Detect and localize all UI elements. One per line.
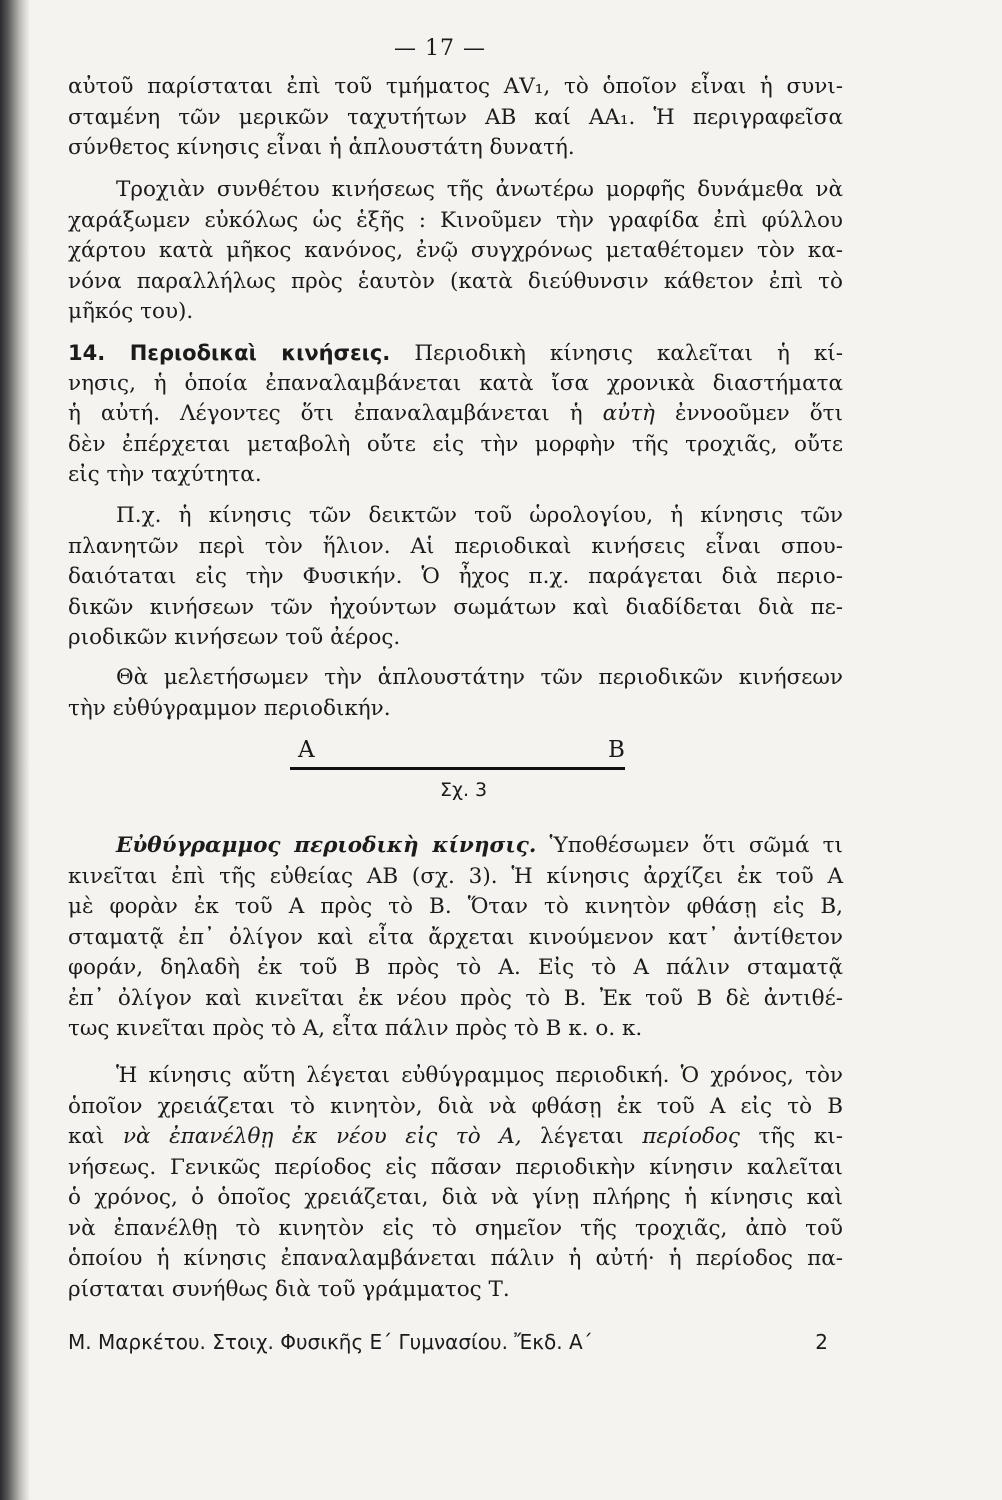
page-binding-edge: [0, 0, 30, 1500]
text-line: [68, 1122, 843, 1153]
text-line: αὐτοῦ παρίσταται ἐπὶ τοῦ τμήματος ΑV₁, τὸ ὁποῖον εἶναι ἡ συνι-: [68, 74, 843, 99]
text-line: [68, 399, 843, 430]
figure-3: [290, 737, 625, 807]
text-line: ὁ χρόνος, ὁ ὁποῖος χρειάζεται, διὰ νὰ γίνῃ πλήρης ἡ κίνησις καὶ: [68, 1185, 843, 1210]
text-line: ἐπ᾽ ὀλίγον καὶ κινεῖται ἐκ νέου πρὸς τὸ Β. Ἐκ τοῦ Β δὲ ἀντιθέ-: [68, 985, 843, 1011]
text-line: χαράξωμεν εὐκόλως ὡς ἑξῆς : Κινοῦμεν τὴν γραφίδα ἐπὶ φύλλου: [68, 207, 843, 233]
emphasis-text: αὐτὴ: [602, 401, 655, 426]
text-line: νησις, ἡ ὁποία ἐπαναλαμβάνεται κατὰ ἴσα χρονικὰ διαστήματα: [68, 370, 843, 396]
figure-segment-ab: [290, 767, 625, 770]
text-line: [68, 831, 843, 862]
page-footer: [68, 1330, 828, 1354]
text-line: σταματᾷ ἐπ᾽ ὀλίγον καὶ εἶτα ἄρχεται κινούμενον κατ᾽ ἀντίθετον: [68, 924, 843, 950]
text-fragment: Ὑποθέσωμεν ὅτι σῶμά τι: [549, 833, 843, 858]
text-fragment: καὶ: [68, 1124, 105, 1149]
figure-caption: Σχ. 3: [440, 779, 488, 801]
text-fragment: ἐννοοῦμεν ὅτι: [674, 401, 843, 426]
text-line: δικῶν κινήσεων τῶν ἠχούντων σωμάτων καὶ διαδίδεται διὰ πε-: [68, 594, 843, 620]
section-14-paragraph: [68, 338, 843, 491]
text-line: νήσεως. Γενικῶς περίοδος εἰς πᾶσαν περιοδικὴν κίνησιν καλεῖται: [68, 1154, 843, 1180]
section-14-heading: 14. Περιοδικαὶ κινήσεις.: [68, 341, 391, 365]
text-line: σταμένη τῶν μερικῶν ταχυτήτων ΑΒ καί ΑΑ₁. Ἡ περιγραφεῖσα: [68, 104, 843, 130]
figure-label-a: Α: [298, 737, 315, 763]
text-line: χάρτου κατὰ μῆκος κανόνος, ἐνῷ συγχρόνως μεταθέτομεν τὸν κα-: [68, 238, 843, 263]
text-line: κινεῖται ἐπὶ τῆς εὐθείας ΑΒ (σχ. 3). Ἡ κίνησις ἀρχίζει ἐκ τοῦ Α: [68, 863, 843, 889]
linear-motion-paragraph: [68, 831, 843, 1045]
text-line: φοράν, δηλαδὴ ἐκ τοῦ Β πρὸς τὸ Α. Εἰς τὸ Α πάλιν σταματᾷ: [68, 955, 843, 980]
text-line: Π.χ. ἡ κίνησις τῶν δεικτῶν τοῦ ὡρολογίου, ἡ κίνησις τῶν: [116, 503, 843, 528]
period-paragraph: [68, 1061, 843, 1305]
text-line: εἰς τὴν ταχύτητα.: [68, 462, 262, 487]
page-number: — 17 —: [394, 36, 486, 61]
linear-motion-heading: Εὐθύγραμμος περιοδικὴ κίνησις.: [116, 833, 537, 858]
text-line: ὁποῖον χρειάζεται τὸ κινητὸν, διὰ νὰ φθάσῃ ἐκ τοῦ Α εἰς τὸ Β: [68, 1093, 843, 1119]
text-line: μὲ φορὰν ἐκ τοῦ Α πρὸς τὸ Β. Ὅταν τὸ κινητὸν φθάσῃ εἰς Β,: [68, 894, 843, 919]
text-line: ὁποίου ἡ κίνησις ἐπαναλαμβάνεται πάλιν ἡ αὐτή· ἡ περίοδος πα-: [68, 1246, 843, 1271]
emphasis-text: νὰ ἐπανέλθῃ ἐκ νέου εἰς τὸ Α,: [122, 1124, 522, 1149]
text-line: σύνθετος κίνησις εἶναι ἡ ἁπλουστάτη δυνατή.: [68, 135, 575, 160]
section-14-first-line: Περιοδικὴ κίνησις καλεῖται ἡ κί-: [414, 341, 843, 366]
text-fragment: ἡ αὐτή. Λέγοντες ὅτι ἐπαναλαμβάνεται ἡ: [68, 401, 583, 426]
text-line: Τροχιὰν συνθέτου κινήσεως τῆς ἀνωτέρω μορφῆς δυνάμεθα νὰ: [116, 177, 843, 202]
footer-source: Μ. Μαρκέτου. Στοιχ. Φυσικῆς Ε΄ Γυμνασίου. Ἔκδ. Α΄: [68, 1330, 593, 1354]
text-line: νὰ ἐπανέλθῃ τὸ κινητὸν εἰς τὸ σημεῖον τῆς τροχιᾶς, ἀπὸ τοῦ: [68, 1215, 843, 1241]
footer-signature: 2: [815, 1330, 828, 1354]
text-line: ριοδικῶν κινήσεων τοῦ ἀέρος.: [68, 625, 401, 650]
text-line: τὴν εὐθύγραμμον περιοδικήν.: [68, 695, 391, 721]
text-line: νόνα παραλλήλως πρὸς ἑαυτὸν (κατὰ διεύθυνσιν κάθετον ἐπὶ τὸ: [68, 268, 843, 294]
text-line: ρίσταται συνήθως διὰ τοῦ γράμματος Τ.: [68, 1276, 510, 1302]
top-paragraph: [68, 72, 843, 164]
text-line: τως κινεῖται πρὸς τὸ Α, εἶτα πάλιν πρὸς τὸ Β κ. ο. κ.: [68, 1016, 643, 1041]
text-line: [68, 338, 843, 369]
emphasis-text: περίοδος: [642, 1124, 740, 1149]
figure-label-b: Β: [608, 737, 625, 763]
trajectory-paragraph: [68, 175, 843, 328]
text-line: Ἡ κίνησις αὕτη λέγεται εὐθύγραμμος περιοδική. Ὁ χρόνος, τὸν: [116, 1063, 843, 1088]
text-line: δαιότaται εἰς τὴν Φυσικήν. Ὁ ἦχος π.χ. παράγεται διὰ περιο-: [68, 564, 843, 589]
study-paragraph: [68, 663, 843, 724]
text-line: μῆκός του).: [68, 299, 194, 324]
text-fragment: τῆς κι-: [758, 1124, 843, 1149]
text-fragment: λέγεται: [540, 1124, 624, 1149]
text-line: δὲν ἐπέρχεται μεταβολὴ οὔτε εἰς τὴν μορφὴν τῆς τροχιᾶς, οὔτε: [68, 431, 843, 457]
text-line: πλανητῶν περὶ τὸν ἥλιον. Αἱ περιοδικαὶ κινήσεις εἶναι σπου-: [68, 533, 843, 559]
text-line: Θὰ μελετήσωμεν τὴν ἁπλουστάτην τῶν περιοδικῶν κινήσεων: [116, 665, 843, 690]
examples-paragraph: [68, 501, 843, 654]
